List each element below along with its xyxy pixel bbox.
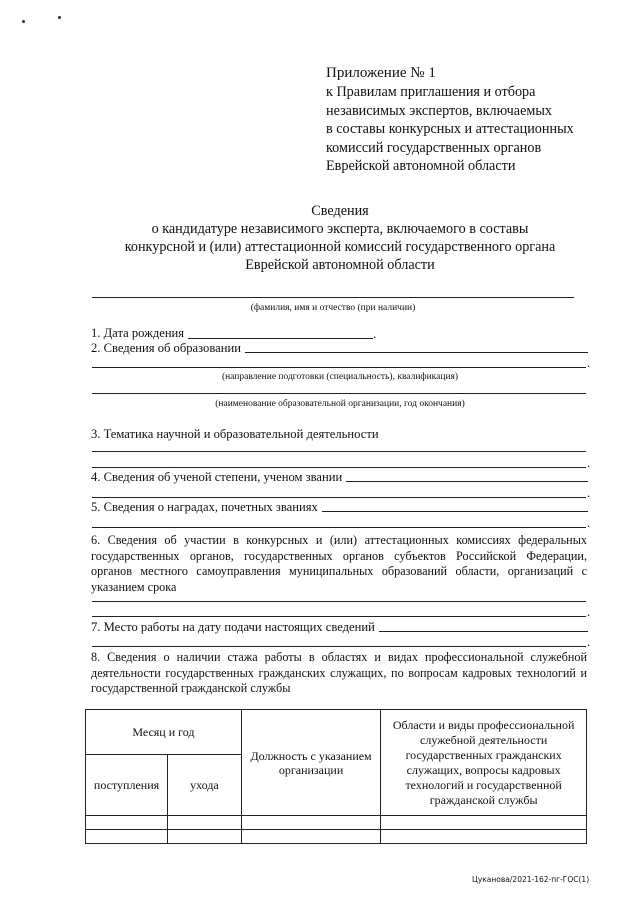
areas-header: Области и виды профессиональной служебной деятельности государственных гражданских служащих, вопросы кадровых технологий и государственной гражданской службы (381, 710, 587, 816)
entry-header: поступления (86, 755, 168, 816)
table-cell[interactable] (86, 830, 168, 844)
period-mark: . (587, 486, 591, 500)
degree-label: 4. Сведения об ученой степени, ученом звании (91, 470, 343, 484)
birth-date-row (91, 325, 376, 342)
commissions-field-line-2[interactable] (92, 616, 586, 617)
table-row (86, 830, 587, 844)
qualification-caption: (направление подготовки (специальность), квалификация) (221, 372, 459, 382)
topics-field-line[interactable] (92, 451, 586, 452)
education-field-line-2[interactable] (92, 367, 586, 368)
title-line: Еврейской автономной области (245, 257, 435, 273)
awards-label: 5. Сведения о наградах, почетных званиях (91, 500, 318, 514)
topics-label: 3. Тематика научной и образовательной деятельности (91, 427, 379, 441)
period-mark: . (587, 605, 591, 619)
table-row (86, 816, 587, 830)
month-year-header: Месяц и год (86, 710, 242, 755)
period-mark: . (587, 356, 591, 370)
title-line: о кандидатуре независимого эксперта, включаемого в составы (151, 221, 529, 237)
institution-caption: (наименование образовательной организации, год окончания) (215, 399, 465, 409)
degree-field-line[interactable] (346, 481, 588, 482)
topics-field-line-2[interactable] (92, 467, 586, 468)
appendix-block (326, 64, 574, 176)
table-cell[interactable] (381, 830, 587, 844)
experience-table (85, 709, 587, 844)
education-row (91, 341, 588, 356)
commissions-label: 6. Сведения об участии в конкурсных и (или) аттестационных комиссиях федеральных государственных органов, государственных органов субъектов Российской Федерации, органов местного самоуправления муниципальных образований области, организаций с указанием срока (91, 533, 587, 594)
table-cell[interactable] (241, 816, 380, 830)
scan-speck (58, 16, 61, 19)
title-line: конкурсной и (или) аттестационной комиссий государственного органа (124, 239, 556, 255)
table-cell[interactable] (168, 830, 242, 844)
table-cell[interactable] (241, 830, 380, 844)
title-heading: Сведения (311, 203, 369, 219)
experience-label: 8. Сведения о наличии стажа работы в областях и видах профессиональной служебной деятельности государственных гражданских служащих, по вопросам кадровых технологий и государственной гражданской службы (91, 650, 587, 695)
exit-header: ухода (168, 755, 242, 816)
table-cell[interactable] (381, 816, 587, 830)
awards-field-line[interactable] (322, 511, 588, 512)
period-mark: . (587, 516, 591, 530)
appendix-heading: Приложение № 1 (326, 65, 436, 81)
workplace-row (91, 620, 588, 635)
workplace-field-line-2[interactable] (92, 646, 586, 647)
birth-date-label: 1. Дата рождения (91, 326, 185, 340)
document-code: Цуканова/2021-162-пг-ГОС(1) (472, 875, 590, 884)
period-mark: . (587, 635, 591, 649)
commissions-field-line[interactable] (92, 601, 586, 602)
birth-date-field-line[interactable] (188, 338, 373, 339)
awards-field-line-2[interactable] (92, 527, 586, 528)
appendix-line: комиссий государственных органов (326, 139, 542, 156)
education-label: 2. Сведения об образовании (91, 341, 241, 355)
fio-field-line[interactable] (92, 297, 574, 298)
period-mark: . (373, 327, 377, 341)
appendix-line: Еврейской автономной области (326, 158, 516, 174)
fio-caption: (фамилия, имя и отчество (при наличии) (250, 303, 416, 313)
period-mark: . (587, 456, 591, 470)
education-field-line[interactable] (245, 352, 588, 353)
degree-field-line-2[interactable] (92, 497, 586, 498)
awards-row (91, 500, 588, 515)
workplace-field-line[interactable] (379, 631, 588, 632)
appendix-line: к Правилам приглашения и отбора (326, 84, 536, 100)
document-title (80, 202, 600, 274)
position-header: Должность с указанием организации (241, 710, 380, 816)
table-cell[interactable] (168, 816, 242, 830)
institution-field-line[interactable] (92, 393, 586, 394)
scan-speck (22, 20, 25, 23)
degree-row (91, 470, 588, 485)
workplace-label: 7. Место работы на дату подачи настоящих сведений (91, 620, 375, 634)
table-cell[interactable] (86, 816, 168, 830)
appendix-line: независимых экспертов, включаемых (326, 102, 552, 119)
appendix-line: в составы конкурсных и аттестационных (326, 121, 574, 137)
